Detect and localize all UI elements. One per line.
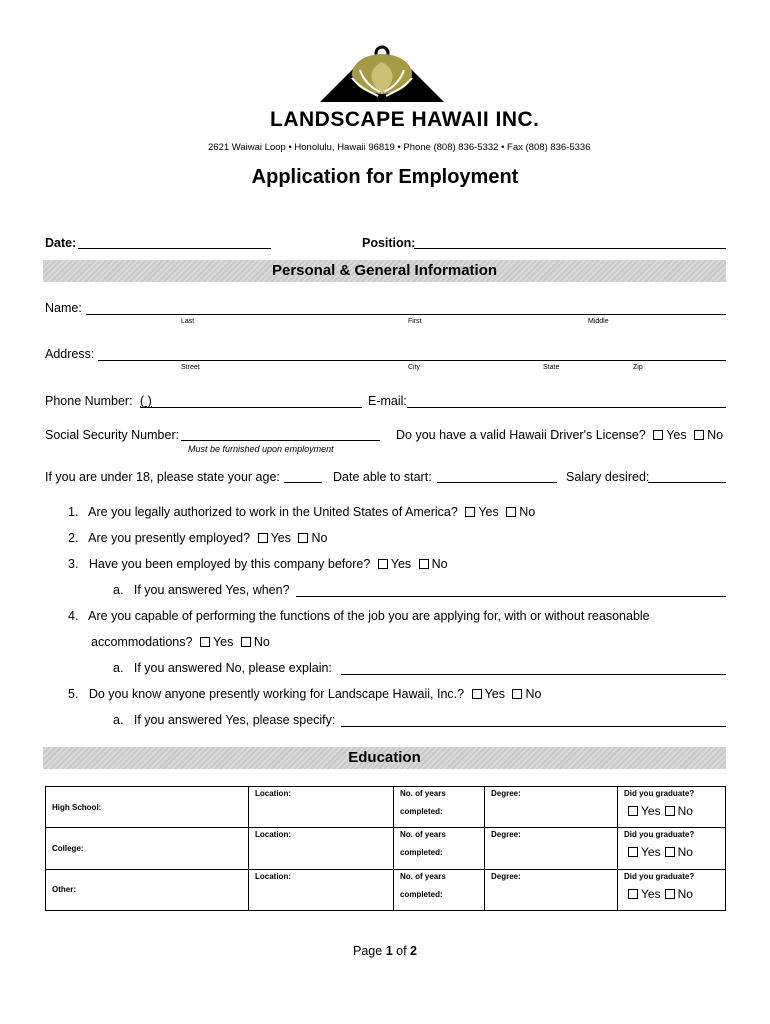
q2-no-checkbox[interactable] xyxy=(298,533,308,543)
years-cell[interactable] xyxy=(394,828,485,869)
page-pre: Page xyxy=(353,944,386,958)
q1-yes-checkbox[interactable] xyxy=(465,507,475,517)
question-2 xyxy=(68,531,327,545)
q1-yes-label: Yes xyxy=(478,505,499,519)
question-4a xyxy=(113,661,332,675)
date-label: Date: xyxy=(45,236,77,250)
q4a-letter: a. xyxy=(113,661,124,675)
position-field[interactable] xyxy=(414,248,726,249)
personal-section-heading: Personal & General Information xyxy=(43,260,726,282)
q5-yes-checkbox[interactable] xyxy=(472,689,482,699)
salary-label: Salary desired: xyxy=(566,470,650,484)
license-yes-label: Yes xyxy=(666,428,687,442)
years-cell[interactable] xyxy=(394,787,485,828)
q4a-field[interactable] xyxy=(341,674,726,675)
start-date-field[interactable] xyxy=(437,482,557,483)
phone-field[interactable] xyxy=(140,407,362,408)
q2-yes-checkbox[interactable] xyxy=(258,533,268,543)
degree-label: Degree: xyxy=(491,871,521,881)
question-1 xyxy=(68,505,535,519)
phone-area-code: ( ) xyxy=(140,394,152,408)
q3-text: Have you been employed by this company before? xyxy=(88,557,371,571)
years-label: No. of years xyxy=(400,789,446,798)
q1-no-label: No xyxy=(519,505,536,519)
college-no-label: No xyxy=(677,845,693,860)
q4-text-cont: accommodations? xyxy=(91,635,193,649)
graduate-label: Did you graduate? xyxy=(624,789,695,798)
hs-no-label: No xyxy=(677,804,693,818)
age-field[interactable] xyxy=(284,482,322,483)
q2-no-label: No xyxy=(311,531,328,545)
location-cell[interactable] xyxy=(249,787,394,828)
question-5a xyxy=(113,713,335,727)
q3-no-checkbox[interactable] xyxy=(419,559,429,569)
age-label: If you are under 18, please state your age: xyxy=(45,470,280,484)
q3a-letter: a. xyxy=(113,583,124,597)
location-cell[interactable] xyxy=(249,869,394,910)
q4-no-checkbox[interactable] xyxy=(241,637,251,647)
other-no-label: No xyxy=(677,886,693,901)
college-no-checkbox[interactable] xyxy=(665,847,675,857)
page-indicator xyxy=(0,944,770,958)
name-sub-middle: Middle xyxy=(588,318,609,325)
education-row-other xyxy=(46,869,726,910)
q2-yes-label: Yes xyxy=(270,531,291,545)
row-label-other: Other: xyxy=(46,869,249,910)
q5a-text: If you answered Yes, please specify: xyxy=(133,713,336,727)
q5a-letter: a. xyxy=(113,713,124,727)
other-no-checkbox[interactable] xyxy=(665,889,675,899)
college-yes-checkbox[interactable] xyxy=(628,847,638,857)
name-sub-last: Last xyxy=(181,318,195,325)
college-yes-label: Yes xyxy=(641,845,661,860)
graduate-cell xyxy=(618,869,726,910)
years-label-2: completed: xyxy=(400,848,443,858)
phone-label: Phone Number: xyxy=(45,394,133,408)
degree-label: Degree: xyxy=(491,830,521,840)
years-label-2: completed: xyxy=(400,807,443,816)
graduate-cell xyxy=(618,828,726,869)
form-title: Application for Employment xyxy=(251,166,519,188)
education-row-college xyxy=(46,828,726,869)
start-date-label: Date able to start: xyxy=(333,470,432,484)
q3-number: 3. xyxy=(68,557,79,571)
hs-no-checkbox[interactable] xyxy=(665,806,675,816)
address-sub-zip: Zip xyxy=(633,364,643,371)
other-yes-checkbox[interactable] xyxy=(628,889,638,899)
email-label: E-mail: xyxy=(368,394,407,408)
degree-label: Degree: xyxy=(491,789,521,798)
q5-yes-label: Yes xyxy=(484,687,505,701)
q5-number: 5. xyxy=(68,687,79,701)
q2-number: 2. xyxy=(68,531,79,545)
question-3 xyxy=(68,557,448,571)
q1-no-checkbox[interactable] xyxy=(506,507,516,517)
q1-text: Are you legally authorized to work in the United States of America? xyxy=(88,505,458,519)
row-label-college: College: xyxy=(46,828,249,869)
location-label: Location: xyxy=(255,789,291,798)
license-no-label: No xyxy=(707,428,724,442)
question-3a xyxy=(113,583,290,597)
education-table xyxy=(45,786,726,911)
page-total: 2 xyxy=(410,944,417,958)
education-section-heading: Education xyxy=(43,747,726,769)
graduate-label: Did you graduate? xyxy=(624,830,695,840)
company-name: LANDSCAPE HAWAII INC. xyxy=(270,108,540,131)
hs-yes-label: Yes xyxy=(641,804,661,818)
degree-cell[interactable] xyxy=(485,787,618,828)
years-cell[interactable] xyxy=(394,869,485,910)
q4-text: Are you capable of performing the functions of the job you are applying for, with or without reasonable xyxy=(88,609,650,623)
salary-field[interactable] xyxy=(648,482,726,483)
ssn-field[interactable] xyxy=(181,440,380,441)
q4-number: 4. xyxy=(68,609,79,623)
question-4 xyxy=(68,609,650,623)
q5-text: Do you know anyone presently working for Landscape Hawaii, Inc.? xyxy=(88,687,465,701)
license-yes-checkbox[interactable] xyxy=(653,430,663,440)
q4a-text: If you answered No, please explain: xyxy=(133,661,332,675)
page-mid: of xyxy=(392,944,411,958)
q3-yes-label: Yes xyxy=(390,557,412,571)
address-field[interactable] xyxy=(98,360,726,361)
company-address: 2621 Waiwai Loop • Honolulu, Hawaii 96819 • Phone (808) 836-5332 • Fax (808) 836-5336 xyxy=(208,142,591,153)
ssn-label: Social Security Number: xyxy=(45,428,180,442)
hs-yes-checkbox[interactable] xyxy=(628,806,638,816)
license-question-text: Do you have a valid Hawaii Driver's License? xyxy=(396,428,646,442)
q3a-field[interactable] xyxy=(296,596,726,597)
name-label: Name: xyxy=(45,301,82,315)
q5a-field[interactable] xyxy=(341,726,726,727)
q5-no-checkbox[interactable] xyxy=(512,689,522,699)
q5-no-label: No xyxy=(525,687,542,701)
years-label-2: completed: xyxy=(400,889,443,899)
address-sub-street: Street xyxy=(181,364,200,371)
degree-cell[interactable] xyxy=(485,869,618,910)
degree-cell[interactable] xyxy=(485,828,618,869)
q3a-text: If you answered Yes, when? xyxy=(133,583,290,597)
years-label: No. of years xyxy=(400,871,446,881)
email-field[interactable] xyxy=(407,407,726,408)
address-label: Address: xyxy=(45,347,95,361)
education-row-high-school xyxy=(46,787,726,828)
q4-yes-checkbox[interactable] xyxy=(200,637,210,647)
row-label-high-school: High School: xyxy=(46,787,249,828)
location-label: Location: xyxy=(255,830,291,840)
date-field[interactable] xyxy=(78,248,271,249)
years-label: No. of years xyxy=(400,830,446,840)
q4-no-label: No xyxy=(253,635,270,649)
other-yes-label: Yes xyxy=(641,886,661,901)
license-no-checkbox[interactable] xyxy=(694,430,704,440)
address-sub-state: State xyxy=(543,364,560,371)
name-sub-first: First xyxy=(408,318,422,325)
graduate-label: Did you graduate? xyxy=(624,871,695,881)
location-label: Location: xyxy=(255,871,291,881)
graduate-cell xyxy=(618,787,726,828)
q4-yes-label: Yes xyxy=(212,635,234,649)
address-sub-city: City xyxy=(408,364,421,371)
question-4-cont xyxy=(91,635,270,649)
name-field[interactable] xyxy=(86,314,726,315)
position-label: Position: xyxy=(362,236,416,250)
q1-number: 1. xyxy=(68,505,79,519)
license-question xyxy=(396,428,723,442)
question-5 xyxy=(68,687,541,701)
location-cell[interactable] xyxy=(249,828,394,869)
q3-yes-checkbox[interactable] xyxy=(378,559,388,569)
company-logo xyxy=(320,44,444,102)
q3-no-label: No xyxy=(431,557,448,571)
page-number: 1 xyxy=(385,944,393,958)
ssn-note: Must be furnished upon employment xyxy=(188,444,334,454)
q2-text: Are you presently employed? xyxy=(88,531,251,545)
